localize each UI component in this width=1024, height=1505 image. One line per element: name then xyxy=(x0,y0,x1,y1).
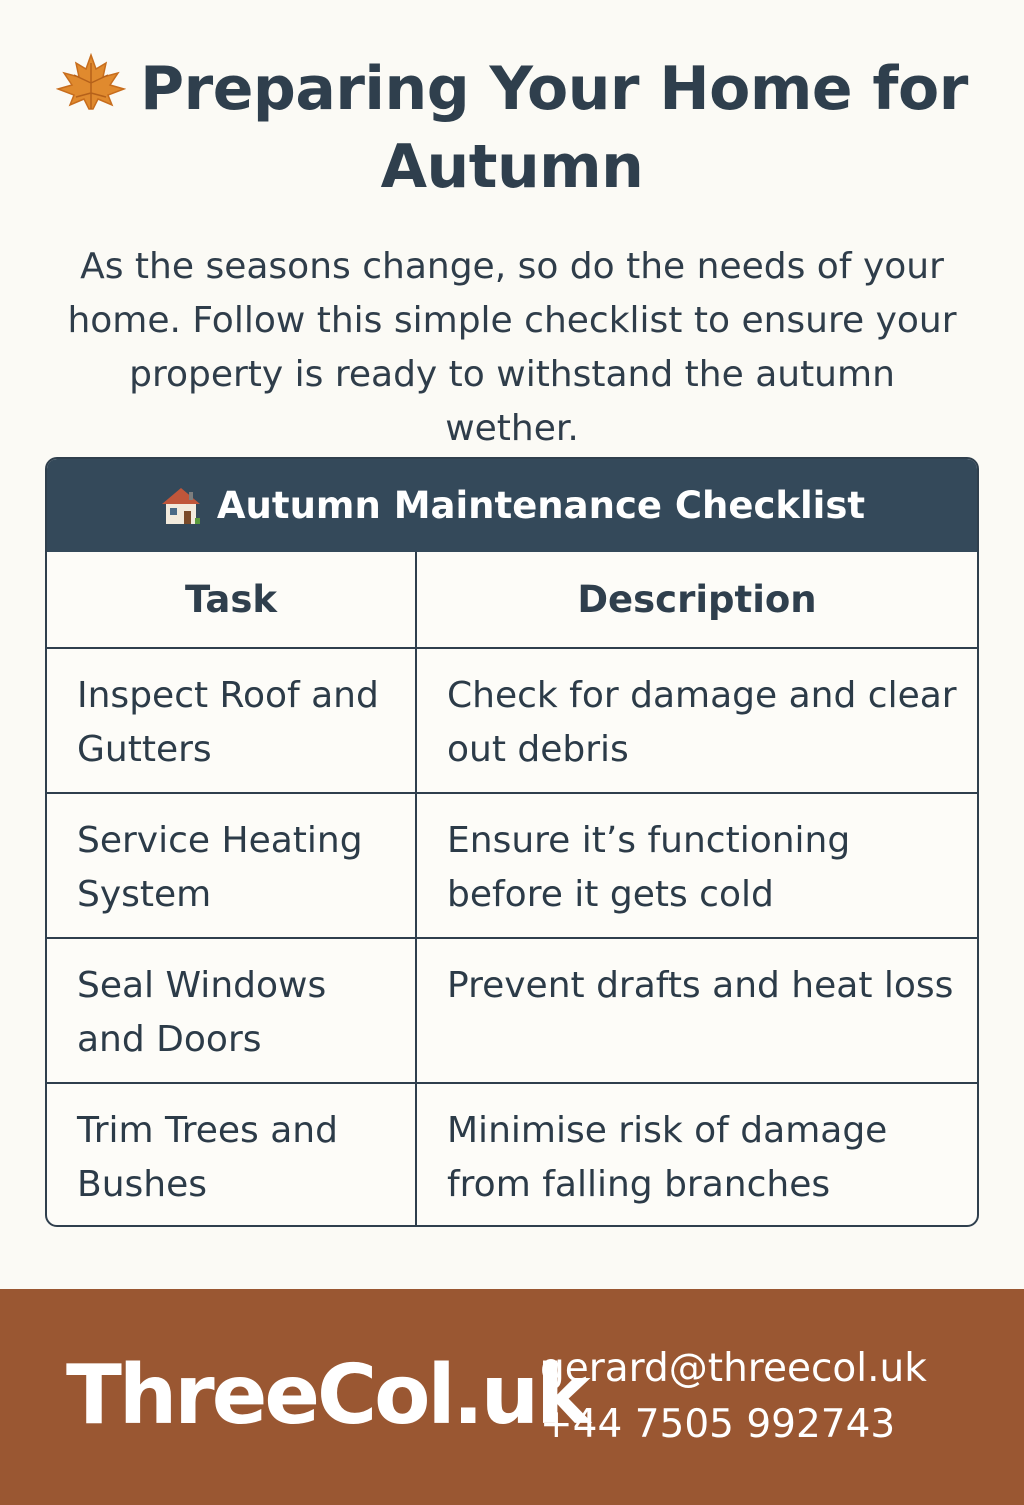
description-cell: Prevent drafts and heat loss xyxy=(416,938,977,1083)
description-cell: Ensure it’s functioning before it gets cold xyxy=(416,793,977,938)
task-cell: Trim Trees and Bushes xyxy=(47,1083,416,1227)
task-cell: Inspect Roof and Gutters xyxy=(47,648,416,793)
task-cell: Seal Windows and Doors xyxy=(47,938,416,1083)
page-title-text: Preparing Your Home for Autumn xyxy=(140,54,968,202)
brand-logo: ThreeCol.uk xyxy=(66,1348,588,1443)
table-row xyxy=(47,648,977,793)
description-cell: Minimise risk of damage from falling branches xyxy=(447,1110,888,1205)
column-header-task: Task xyxy=(47,552,416,648)
checklist-header xyxy=(47,459,977,552)
table-row xyxy=(47,793,977,938)
intro-paragraph: As the seasons change, so do the needs of your home. Follow this simple checklist to ensure your property is ready to withstand the autumn wether. xyxy=(67,246,957,449)
footer xyxy=(0,1289,1024,1505)
checklist-card xyxy=(45,457,979,1227)
checklist-table xyxy=(47,552,977,1227)
table-row xyxy=(47,938,977,1083)
house-icon xyxy=(159,484,203,528)
task-cell: Service Heating System xyxy=(47,793,416,938)
table-row xyxy=(47,1083,977,1227)
maple-leaf-icon xyxy=(56,53,126,113)
checklist-heading: Autumn Maintenance Checklist xyxy=(216,484,866,527)
contact-info xyxy=(540,1341,927,1453)
contact-email[interactable]: gerard@threecol.uk xyxy=(540,1346,927,1391)
description-cell: Check for damage and clear out debris xyxy=(416,648,977,793)
column-header-description: Description xyxy=(416,552,977,648)
contact-phone[interactable]: +44 7505 992743 xyxy=(540,1402,896,1447)
table-header-row xyxy=(47,552,977,648)
page-title xyxy=(40,50,984,206)
title-block xyxy=(40,50,984,206)
